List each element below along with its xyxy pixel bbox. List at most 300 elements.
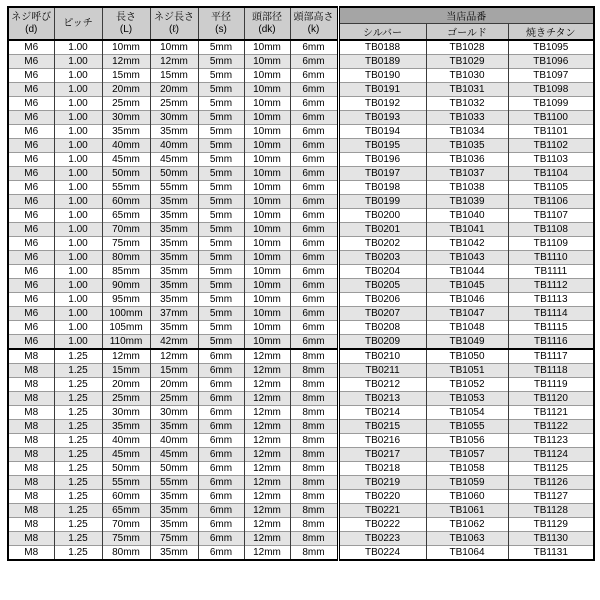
cell-head-diameter: 12mm bbox=[244, 364, 290, 378]
cell-head-height: 6mm bbox=[290, 279, 338, 293]
cell-head-diameter: 10mm bbox=[244, 69, 290, 83]
cell-code-silver: TB0189 bbox=[338, 55, 426, 69]
cell-length: 105mm bbox=[102, 321, 150, 335]
cell-head-diameter: 10mm bbox=[244, 40, 290, 55]
cell-pitch: 1.00 bbox=[54, 293, 102, 307]
cell-thread-length: 35mm bbox=[150, 195, 198, 209]
col-header-symbol: (L) bbox=[119, 23, 133, 35]
cell-screw-size: M8 bbox=[8, 462, 54, 476]
cell-flat-diameter: 5mm bbox=[198, 209, 244, 223]
cell-code-gold: TB1028 bbox=[426, 40, 508, 55]
cell-flat-diameter: 5mm bbox=[198, 293, 244, 307]
cell-thread-length: 42mm bbox=[150, 335, 198, 350]
cell-pitch: 1.00 bbox=[54, 153, 102, 167]
cell-pitch: 1.00 bbox=[54, 111, 102, 125]
cell-code-titan: TB1113 bbox=[508, 293, 594, 307]
cell-flat-diameter: 5mm bbox=[198, 307, 244, 321]
cell-pitch: 1.25 bbox=[54, 434, 102, 448]
cell-screw-size: M6 bbox=[8, 321, 54, 335]
cell-thread-length: 45mm bbox=[150, 448, 198, 462]
cell-code-silver: TB0215 bbox=[338, 420, 426, 434]
cell-code-gold: TB1045 bbox=[426, 279, 508, 293]
col-header-label: ピッチ bbox=[63, 17, 93, 29]
cell-head-height: 8mm bbox=[290, 364, 338, 378]
cell-pitch: 1.00 bbox=[54, 125, 102, 139]
cell-code-gold: TB1035 bbox=[426, 139, 508, 153]
cell-screw-size: M6 bbox=[8, 181, 54, 195]
cell-flat-diameter: 5mm bbox=[198, 40, 244, 55]
table-row bbox=[8, 293, 594, 307]
cell-code-gold: TB1056 bbox=[426, 434, 508, 448]
cell-code-titan: TB1118 bbox=[508, 364, 594, 378]
cell-head-diameter: 12mm bbox=[244, 420, 290, 434]
table-row bbox=[8, 167, 594, 181]
cell-code-gold: TB1029 bbox=[426, 55, 508, 69]
cell-code-silver: TB0222 bbox=[338, 518, 426, 532]
cell-thread-length: 12mm bbox=[150, 349, 198, 364]
cell-code-titan: TB1121 bbox=[508, 406, 594, 420]
cell-length: 50mm bbox=[102, 167, 150, 181]
col-header-screw-size bbox=[8, 7, 54, 40]
cell-screw-size: M6 bbox=[8, 153, 54, 167]
cell-screw-size: M6 bbox=[8, 279, 54, 293]
cell-thread-length: 15mm bbox=[150, 364, 198, 378]
table-row bbox=[8, 111, 594, 125]
table-row bbox=[8, 392, 594, 406]
cell-code-gold: TB1036 bbox=[426, 153, 508, 167]
cell-screw-size: M6 bbox=[8, 223, 54, 237]
col-header-length bbox=[102, 7, 150, 40]
cell-head-height: 8mm bbox=[290, 378, 338, 392]
cell-code-gold: TB1037 bbox=[426, 167, 508, 181]
cell-code-gold: TB1039 bbox=[426, 195, 508, 209]
cell-flat-diameter: 6mm bbox=[198, 378, 244, 392]
cell-head-diameter: 10mm bbox=[244, 321, 290, 335]
cell-head-diameter: 12mm bbox=[244, 378, 290, 392]
cell-code-gold: TB1038 bbox=[426, 181, 508, 195]
cell-head-height: 8mm bbox=[290, 420, 338, 434]
table-row bbox=[8, 476, 594, 490]
cell-head-height: 6mm bbox=[290, 265, 338, 279]
cell-screw-size: M8 bbox=[8, 504, 54, 518]
cell-code-gold: TB1048 bbox=[426, 321, 508, 335]
cell-screw-size: M8 bbox=[8, 448, 54, 462]
cell-head-height: 8mm bbox=[290, 518, 338, 532]
col-header-head-diameter bbox=[244, 7, 290, 40]
cell-code-titan: TB1099 bbox=[508, 97, 594, 111]
cell-code-titan: TB1126 bbox=[508, 476, 594, 490]
cell-pitch: 1.00 bbox=[54, 251, 102, 265]
cell-screw-size: M6 bbox=[8, 237, 54, 251]
cell-code-gold: TB1059 bbox=[426, 476, 508, 490]
cell-pitch: 1.00 bbox=[54, 335, 102, 350]
table-row bbox=[8, 532, 594, 546]
cell-screw-size: M6 bbox=[8, 293, 54, 307]
cell-code-silver: TB0191 bbox=[338, 83, 426, 97]
col-header-label: ネジ呼び bbox=[11, 11, 52, 23]
cell-screw-size: M8 bbox=[8, 364, 54, 378]
cell-code-gold: TB1041 bbox=[426, 223, 508, 237]
table-row bbox=[8, 265, 594, 279]
cell-length: 35mm bbox=[102, 125, 150, 139]
cell-code-titan: TB1100 bbox=[508, 111, 594, 125]
cell-pitch: 1.00 bbox=[54, 279, 102, 293]
cell-screw-size: M6 bbox=[8, 335, 54, 350]
cell-pitch: 1.25 bbox=[54, 364, 102, 378]
cell-head-height: 6mm bbox=[290, 321, 338, 335]
cell-code-gold: TB1053 bbox=[426, 392, 508, 406]
cell-length: 65mm bbox=[102, 504, 150, 518]
table-row bbox=[8, 55, 594, 69]
cell-head-diameter: 12mm bbox=[244, 349, 290, 364]
cell-code-gold: TB1046 bbox=[426, 293, 508, 307]
cell-thread-length: 40mm bbox=[150, 139, 198, 153]
table-row bbox=[8, 504, 594, 518]
cell-pitch: 1.00 bbox=[54, 55, 102, 69]
cell-code-gold: TB1063 bbox=[426, 532, 508, 546]
cell-head-diameter: 10mm bbox=[244, 237, 290, 251]
col-header-silver: シルバー bbox=[338, 24, 426, 41]
cell-head-diameter: 10mm bbox=[244, 251, 290, 265]
table-row bbox=[8, 40, 594, 55]
table-row bbox=[8, 321, 594, 335]
cell-length: 30mm bbox=[102, 111, 150, 125]
cell-thread-length: 15mm bbox=[150, 69, 198, 83]
cell-head-diameter: 12mm bbox=[244, 434, 290, 448]
cell-head-diameter: 10mm bbox=[244, 265, 290, 279]
cell-screw-size: M8 bbox=[8, 434, 54, 448]
cell-flat-diameter: 6mm bbox=[198, 476, 244, 490]
cell-head-height: 6mm bbox=[290, 139, 338, 153]
cell-head-diameter: 10mm bbox=[244, 153, 290, 167]
cell-code-silver: TB0199 bbox=[338, 195, 426, 209]
cell-code-silver: TB0221 bbox=[338, 504, 426, 518]
cell-pitch: 1.00 bbox=[54, 307, 102, 321]
table-row bbox=[8, 364, 594, 378]
cell-code-silver: TB0200 bbox=[338, 209, 426, 223]
cell-pitch: 1.25 bbox=[54, 420, 102, 434]
cell-screw-size: M6 bbox=[8, 69, 54, 83]
cell-flat-diameter: 6mm bbox=[198, 434, 244, 448]
cell-head-diameter: 10mm bbox=[244, 139, 290, 153]
cell-head-diameter: 10mm bbox=[244, 293, 290, 307]
cell-thread-length: 40mm bbox=[150, 434, 198, 448]
cell-head-diameter: 10mm bbox=[244, 307, 290, 321]
cell-screw-size: M6 bbox=[8, 40, 54, 55]
table-row bbox=[8, 546, 594, 561]
cell-length: 20mm bbox=[102, 378, 150, 392]
cell-pitch: 1.25 bbox=[54, 406, 102, 420]
cell-flat-diameter: 6mm bbox=[198, 420, 244, 434]
cell-length: 40mm bbox=[102, 139, 150, 153]
cell-code-silver: TB0196 bbox=[338, 153, 426, 167]
cell-head-height: 8mm bbox=[290, 462, 338, 476]
cell-length: 40mm bbox=[102, 434, 150, 448]
col-header-product-code-group: 当店品番 bbox=[338, 7, 594, 24]
cell-head-diameter: 12mm bbox=[244, 518, 290, 532]
cell-code-titan: TB1129 bbox=[508, 518, 594, 532]
cell-head-height: 6mm bbox=[290, 97, 338, 111]
cell-code-titan: TB1120 bbox=[508, 392, 594, 406]
cell-thread-length: 25mm bbox=[150, 97, 198, 111]
cell-length: 45mm bbox=[102, 448, 150, 462]
cell-length: 75mm bbox=[102, 532, 150, 546]
cell-code-titan: TB1119 bbox=[508, 378, 594, 392]
cell-thread-length: 30mm bbox=[150, 111, 198, 125]
cell-length: 110mm bbox=[102, 335, 150, 350]
cell-code-titan: TB1096 bbox=[508, 55, 594, 69]
table-row bbox=[8, 518, 594, 532]
cell-code-silver: TB0201 bbox=[338, 223, 426, 237]
cell-code-silver: TB0208 bbox=[338, 321, 426, 335]
cell-head-diameter: 10mm bbox=[244, 209, 290, 223]
cell-head-height: 6mm bbox=[290, 55, 338, 69]
cell-length: 10mm bbox=[102, 40, 150, 55]
cell-code-titan: TB1109 bbox=[508, 237, 594, 251]
cell-screw-size: M8 bbox=[8, 349, 54, 364]
cell-head-height: 6mm bbox=[290, 293, 338, 307]
cell-head-diameter: 10mm bbox=[244, 335, 290, 350]
cell-pitch: 1.25 bbox=[54, 532, 102, 546]
cell-flat-diameter: 5mm bbox=[198, 69, 244, 83]
cell-code-titan: TB1110 bbox=[508, 251, 594, 265]
cell-flat-diameter: 5mm bbox=[198, 111, 244, 125]
col-header-label: 平径 bbox=[211, 11, 231, 23]
cell-pitch: 1.00 bbox=[54, 223, 102, 237]
cell-flat-diameter: 6mm bbox=[198, 518, 244, 532]
cell-code-silver: TB0209 bbox=[338, 335, 426, 350]
cell-head-height: 8mm bbox=[290, 448, 338, 462]
cell-pitch: 1.00 bbox=[54, 69, 102, 83]
cell-code-gold: TB1034 bbox=[426, 125, 508, 139]
cell-pitch: 1.00 bbox=[54, 97, 102, 111]
cell-thread-length: 35mm bbox=[150, 518, 198, 532]
cell-code-titan: TB1127 bbox=[508, 490, 594, 504]
table-row bbox=[8, 378, 594, 392]
cell-thread-length: 50mm bbox=[150, 462, 198, 476]
table-row bbox=[8, 223, 594, 237]
table-row bbox=[8, 448, 594, 462]
cell-thread-length: 20mm bbox=[150, 378, 198, 392]
cell-code-titan: TB1130 bbox=[508, 532, 594, 546]
cell-screw-size: M6 bbox=[8, 307, 54, 321]
cell-screw-size: M8 bbox=[8, 406, 54, 420]
cell-code-silver: TB0192 bbox=[338, 97, 426, 111]
cell-code-silver: TB0220 bbox=[338, 490, 426, 504]
cell-length: 12mm bbox=[102, 55, 150, 69]
col-header-symbol: (k) bbox=[307, 23, 320, 35]
table-row bbox=[8, 83, 594, 97]
cell-code-gold: TB1054 bbox=[426, 406, 508, 420]
cell-head-diameter: 10mm bbox=[244, 83, 290, 97]
cell-flat-diameter: 6mm bbox=[198, 349, 244, 364]
col-header-burnt-titanium: 焼きチタン bbox=[508, 24, 594, 41]
cell-code-gold: TB1033 bbox=[426, 111, 508, 125]
cell-head-height: 6mm bbox=[290, 223, 338, 237]
cell-code-titan: TB1103 bbox=[508, 153, 594, 167]
cell-length: 12mm bbox=[102, 349, 150, 364]
cell-pitch: 1.25 bbox=[54, 448, 102, 462]
cell-code-titan: TB1106 bbox=[508, 195, 594, 209]
cell-head-height: 6mm bbox=[290, 307, 338, 321]
table-row bbox=[8, 97, 594, 111]
cell-screw-size: M6 bbox=[8, 209, 54, 223]
cell-flat-diameter: 5mm bbox=[198, 195, 244, 209]
cell-code-silver: TB0195 bbox=[338, 139, 426, 153]
cell-screw-size: M6 bbox=[8, 83, 54, 97]
cell-thread-length: 35mm bbox=[150, 420, 198, 434]
bolt-spec-table bbox=[7, 6, 595, 561]
cell-length: 60mm bbox=[102, 490, 150, 504]
cell-head-diameter: 12mm bbox=[244, 406, 290, 420]
col-header-gold: ゴールド bbox=[426, 24, 508, 41]
cell-code-gold: TB1049 bbox=[426, 335, 508, 350]
cell-screw-size: M6 bbox=[8, 55, 54, 69]
cell-code-titan: TB1115 bbox=[508, 321, 594, 335]
cell-code-gold: TB1051 bbox=[426, 364, 508, 378]
cell-head-height: 6mm bbox=[290, 69, 338, 83]
cell-head-diameter: 12mm bbox=[244, 546, 290, 561]
cell-thread-length: 20mm bbox=[150, 83, 198, 97]
cell-code-gold: TB1047 bbox=[426, 307, 508, 321]
cell-screw-size: M6 bbox=[8, 111, 54, 125]
cell-thread-length: 55mm bbox=[150, 476, 198, 490]
cell-code-silver: TB0190 bbox=[338, 69, 426, 83]
col-header-pitch bbox=[54, 7, 102, 40]
cell-flat-diameter: 5mm bbox=[198, 153, 244, 167]
cell-code-titan: TB1128 bbox=[508, 504, 594, 518]
cell-code-silver: TB0207 bbox=[338, 307, 426, 321]
cell-thread-length: 35mm bbox=[150, 237, 198, 251]
cell-thread-length: 35mm bbox=[150, 490, 198, 504]
cell-length: 20mm bbox=[102, 83, 150, 97]
table-row bbox=[8, 125, 594, 139]
cell-code-titan: TB1102 bbox=[508, 139, 594, 153]
cell-length: 70mm bbox=[102, 518, 150, 532]
cell-code-titan: TB1122 bbox=[508, 420, 594, 434]
cell-code-silver: TB0203 bbox=[338, 251, 426, 265]
cell-length: 30mm bbox=[102, 406, 150, 420]
cell-length: 100mm bbox=[102, 307, 150, 321]
cell-pitch: 1.00 bbox=[54, 237, 102, 251]
cell-head-height: 6mm bbox=[290, 335, 338, 350]
table-header bbox=[8, 7, 594, 40]
cell-head-height: 8mm bbox=[290, 392, 338, 406]
cell-head-diameter: 12mm bbox=[244, 392, 290, 406]
cell-pitch: 1.00 bbox=[54, 139, 102, 153]
cell-length: 95mm bbox=[102, 293, 150, 307]
cell-flat-diameter: 5mm bbox=[198, 125, 244, 139]
cell-pitch: 1.25 bbox=[54, 476, 102, 490]
cell-length: 55mm bbox=[102, 476, 150, 490]
cell-pitch: 1.00 bbox=[54, 265, 102, 279]
cell-code-titan: TB1107 bbox=[508, 209, 594, 223]
cell-thread-length: 55mm bbox=[150, 181, 198, 195]
cell-head-height: 6mm bbox=[290, 167, 338, 181]
table-row bbox=[8, 406, 594, 420]
cell-screw-size: M8 bbox=[8, 546, 54, 561]
cell-code-titan: TB1108 bbox=[508, 223, 594, 237]
cell-head-diameter: 10mm bbox=[244, 111, 290, 125]
cell-pitch: 1.25 bbox=[54, 349, 102, 364]
cell-thread-length: 75mm bbox=[150, 532, 198, 546]
cell-code-gold: TB1057 bbox=[426, 448, 508, 462]
cell-head-diameter: 10mm bbox=[244, 223, 290, 237]
cell-flat-diameter: 6mm bbox=[198, 462, 244, 476]
cell-code-titan: TB1095 bbox=[508, 40, 594, 55]
cell-code-titan: TB1112 bbox=[508, 279, 594, 293]
table-row bbox=[8, 307, 594, 321]
cell-thread-length: 35mm bbox=[150, 293, 198, 307]
cell-code-silver: TB0216 bbox=[338, 434, 426, 448]
cell-pitch: 1.25 bbox=[54, 504, 102, 518]
cell-head-height: 6mm bbox=[290, 125, 338, 139]
table-row bbox=[8, 279, 594, 293]
cell-pitch: 1.00 bbox=[54, 195, 102, 209]
cell-flat-diameter: 5mm bbox=[198, 265, 244, 279]
cell-thread-length: 35mm bbox=[150, 504, 198, 518]
cell-code-silver: TB0193 bbox=[338, 111, 426, 125]
cell-thread-length: 35mm bbox=[150, 125, 198, 139]
table-row bbox=[8, 434, 594, 448]
cell-head-diameter: 10mm bbox=[244, 181, 290, 195]
cell-pitch: 1.25 bbox=[54, 378, 102, 392]
cell-pitch: 1.00 bbox=[54, 83, 102, 97]
cell-code-silver: TB0214 bbox=[338, 406, 426, 420]
col-header-symbol: (d) bbox=[25, 23, 38, 35]
cell-thread-length: 35mm bbox=[150, 223, 198, 237]
cell-length: 65mm bbox=[102, 209, 150, 223]
cell-code-titan: TB1105 bbox=[508, 181, 594, 195]
cell-flat-diameter: 5mm bbox=[198, 335, 244, 350]
cell-length: 70mm bbox=[102, 223, 150, 237]
cell-code-titan: TB1125 bbox=[508, 462, 594, 476]
cell-pitch: 1.25 bbox=[54, 462, 102, 476]
col-header-label: 長さ bbox=[116, 11, 136, 23]
cell-code-gold: TB1040 bbox=[426, 209, 508, 223]
cell-head-height: 8mm bbox=[290, 406, 338, 420]
cell-code-gold: TB1032 bbox=[426, 97, 508, 111]
cell-screw-size: M6 bbox=[8, 125, 54, 139]
cell-screw-size: M6 bbox=[8, 195, 54, 209]
table-row bbox=[8, 420, 594, 434]
cell-code-titan: TB1116 bbox=[508, 335, 594, 350]
cell-flat-diameter: 6mm bbox=[198, 490, 244, 504]
cell-flat-diameter: 6mm bbox=[198, 504, 244, 518]
cell-code-silver: TB0219 bbox=[338, 476, 426, 490]
cell-code-silver: TB0198 bbox=[338, 181, 426, 195]
cell-code-gold: TB1061 bbox=[426, 504, 508, 518]
cell-head-height: 6mm bbox=[290, 111, 338, 125]
cell-head-height: 8mm bbox=[290, 504, 338, 518]
cell-thread-length: 10mm bbox=[150, 40, 198, 55]
cell-flat-diameter: 6mm bbox=[198, 392, 244, 406]
cell-code-gold: TB1055 bbox=[426, 420, 508, 434]
cell-head-height: 6mm bbox=[290, 209, 338, 223]
cell-code-gold: TB1058 bbox=[426, 462, 508, 476]
cell-flat-diameter: 6mm bbox=[198, 546, 244, 561]
cell-head-height: 6mm bbox=[290, 251, 338, 265]
cell-code-silver: TB0224 bbox=[338, 546, 426, 561]
cell-code-titan: TB1097 bbox=[508, 69, 594, 83]
table-row bbox=[8, 209, 594, 223]
cell-code-silver: TB0211 bbox=[338, 364, 426, 378]
cell-flat-diameter: 6mm bbox=[198, 448, 244, 462]
cell-screw-size: M6 bbox=[8, 97, 54, 111]
cell-thread-length: 35mm bbox=[150, 546, 198, 561]
table-row bbox=[8, 237, 594, 251]
cell-code-gold: TB1042 bbox=[426, 237, 508, 251]
